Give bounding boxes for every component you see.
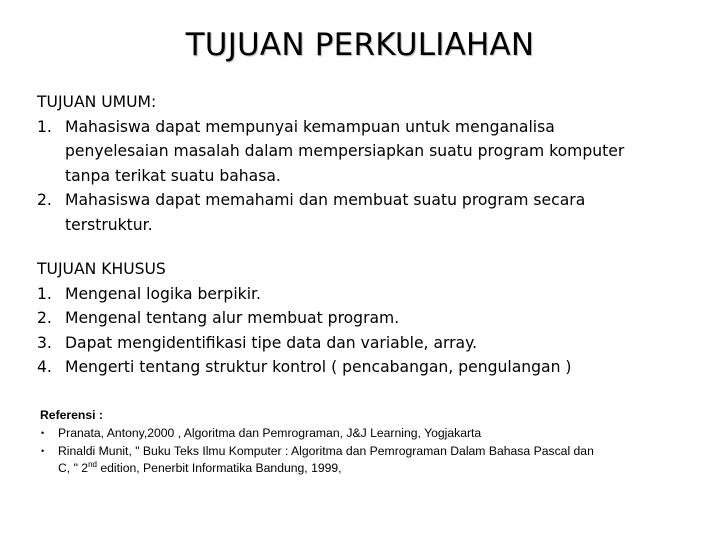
list-item-number: 3. — [37, 333, 52, 352]
reference-text-line: Rinaldi Munit, " Buku Teks Ilmu Komputer : Algoritma dan Pemrograman Dalam Bahasa Pascal dan — [58, 443, 594, 458]
list-item-text-line: penyelesaian masalah dalam mempersiapkan suatu program komputer — [65, 142, 625, 161]
list-item-number: 1. — [37, 284, 52, 303]
list-item-text-line: tanpa terikat suatu bahasa. — [65, 166, 281, 185]
bullet-icon: • — [41, 427, 45, 438]
list-item-text: Mengerti tentang struktur kontrol ( pencabangan, pengulangan ) — [65, 358, 572, 377]
reference-text: Pranata, Antony,2000 , Algoritma dan Pemrograman, J&J Learning, Yogjakarta — [58, 425, 482, 440]
ordinal-suffix: nd — [88, 460, 97, 470]
tujuan-khusus-heading: TUJUAN KHUSUS — [37, 260, 166, 278]
tujuan-umum-section — [37, 90, 697, 238]
tujuan-khusus-list — [37, 282, 697, 380]
list-item-number: 2. — [37, 309, 52, 328]
list-item-text: Mengenal tentang alur membuat program. — [65, 309, 400, 328]
list-item — [37, 115, 697, 189]
list-item-text-line: Mahasiswa dapat mempunyai kemampuan untuk menganalisa — [65, 117, 555, 136]
reference-text-part: C, " 2 — [58, 461, 89, 476]
list-item-number: 2. — [37, 191, 52, 210]
list-item-text: Mengenal logika berpikir. — [65, 284, 261, 303]
referensi-list — [40, 425, 700, 478]
tujuan-khusus-section — [37, 257, 697, 380]
list-item — [37, 306, 697, 331]
list-item — [37, 331, 697, 356]
referensi-heading: Referensi : — [40, 408, 103, 422]
list-item-number: 4. — [37, 358, 52, 377]
tujuan-umum-list — [37, 115, 697, 238]
list-item-text-line: Mahasiswa dapat memahami dan membuat suatu program secara — [65, 191, 586, 210]
list-item-text-line: terstruktur. — [65, 215, 153, 234]
referensi-section — [40, 407, 700, 478]
list-item — [37, 355, 697, 380]
list-item — [37, 282, 697, 307]
reference-item — [40, 425, 700, 443]
reference-text-line — [58, 460, 700, 478]
slide-title: TUJUAN PERKULIAHAN — [185, 27, 535, 63]
reference-item — [40, 443, 700, 479]
list-item — [37, 188, 697, 237]
bullet-icon: • — [41, 445, 45, 456]
list-item-text: Dapat mengidentifikasi tipe data dan variable, array. — [65, 333, 478, 352]
list-item-number: 1. — [37, 117, 52, 136]
reference-text-part: edition, Penerbit Informatika Bandung, 1999, — [96, 461, 342, 476]
tujuan-umum-heading: TUJUAN UMUM: — [37, 93, 157, 111]
